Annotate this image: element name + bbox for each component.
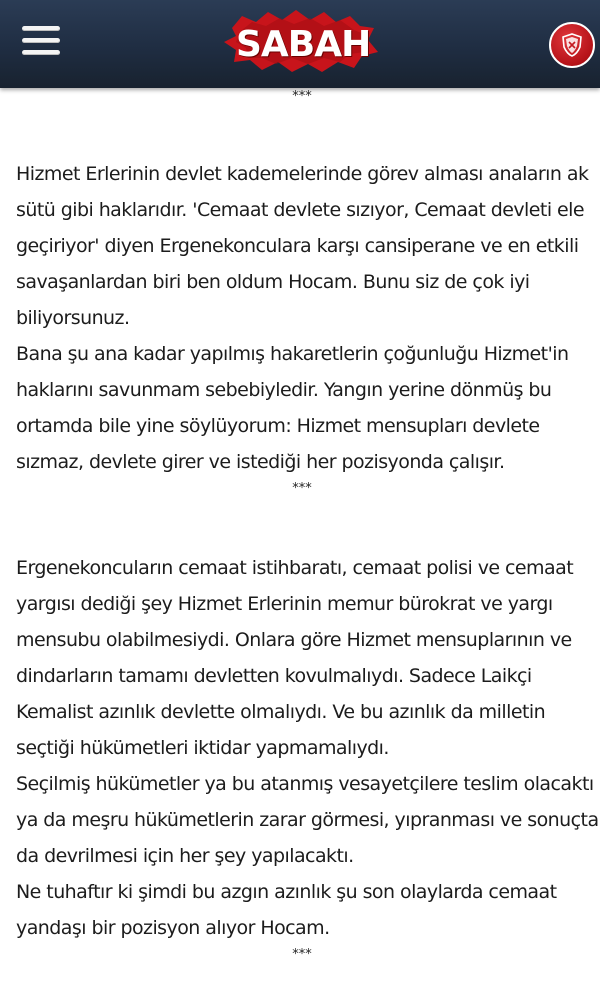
- text-line: Ergenekoncuların cemaat istihbaratı, cemaat polisi ve cemaat: [16, 557, 574, 579]
- text-line: yandaşı bir pozisyon alıyor Hocam.: [16, 917, 330, 939]
- shield-emblem-icon[interactable]: [549, 22, 595, 68]
- separator: ***: [292, 89, 312, 104]
- menu-bar-line: [22, 50, 60, 55]
- text-line: sızmaz, devlete girer ve istediği her pozisyonda çalışır.: [16, 451, 505, 473]
- text-line: mensubu olabilmesiydi. Onlara göre Hizmet mensuplarının ve: [16, 629, 572, 651]
- text-line: savaşanlardan biri ben oldum Hocam. Bunu siz de çok iyi: [16, 271, 530, 293]
- text-line: Kemalist azınlık devlette olmalıydı. Ve bu azınlık da milletin: [16, 701, 546, 723]
- menu-bar-line: [22, 26, 60, 31]
- hamburger-menu-icon[interactable]: [22, 26, 60, 56]
- text-line: Seçilmiş hükümetler ya bu atanmış vesayetçilere teslim olacaktı: [16, 773, 594, 795]
- separator: ***: [292, 947, 312, 962]
- paragraph-block-2: [16, 550, 599, 946]
- article-body: [16, 88, 599, 964]
- paragraph-block-1: [16, 156, 588, 480]
- shield-emblem-glyph: [557, 30, 587, 60]
- text-line: geçiriyor' diyen Ergenekonculara karşı cansiperane ve en etkili: [16, 235, 579, 257]
- menu-bar-line: [22, 38, 60, 43]
- text-line: Bana şu ana kadar yapılmış hakaretlerin çoğunluğu Hizmet'in: [16, 343, 569, 365]
- text-line: Hizmet Erlerinin devlet kademelerinde görev alması anaların ak: [16, 163, 589, 185]
- text-line: yargısı dediği şey Hizmet Erlerinin memur bürokrat ve yargı: [16, 593, 553, 615]
- logo-text: SABAH: [236, 24, 371, 65]
- top-bar: [0, 0, 600, 88]
- text-line: ortamda bile yine söylüyorum: Hizmet mensupları devlete: [16, 415, 540, 437]
- text-line: dindarların tamamı devletten kovulmalıydı. Sadece Laikçi: [16, 665, 532, 687]
- separator: ***: [292, 481, 312, 496]
- text-line: seçtiği hükümetleri iktidar yapmamalıydı.: [16, 737, 389, 759]
- text-line: Ne tuhaftır ki şimdi bu azgın azınlık şu son olaylarda cemaat: [16, 881, 557, 903]
- text-line: da devrilmesi için her şey yapılacaktı.: [16, 845, 354, 867]
- sabah-logo[interactable]: [222, 8, 382, 74]
- text-line: haklarını savunmam sebebiyledir. Yangın yerine dönmüş bu: [16, 379, 552, 401]
- text-line: ya da meşru hükümetlerin zarar görmesi, yıpranması ve sonuçta: [16, 809, 599, 831]
- text-line: sütü gibi haklarıdır. 'Cemaat devlete sızıyor, Cemaat devleti ele: [16, 199, 585, 221]
- text-line: biliyorsunuz.: [16, 307, 130, 329]
